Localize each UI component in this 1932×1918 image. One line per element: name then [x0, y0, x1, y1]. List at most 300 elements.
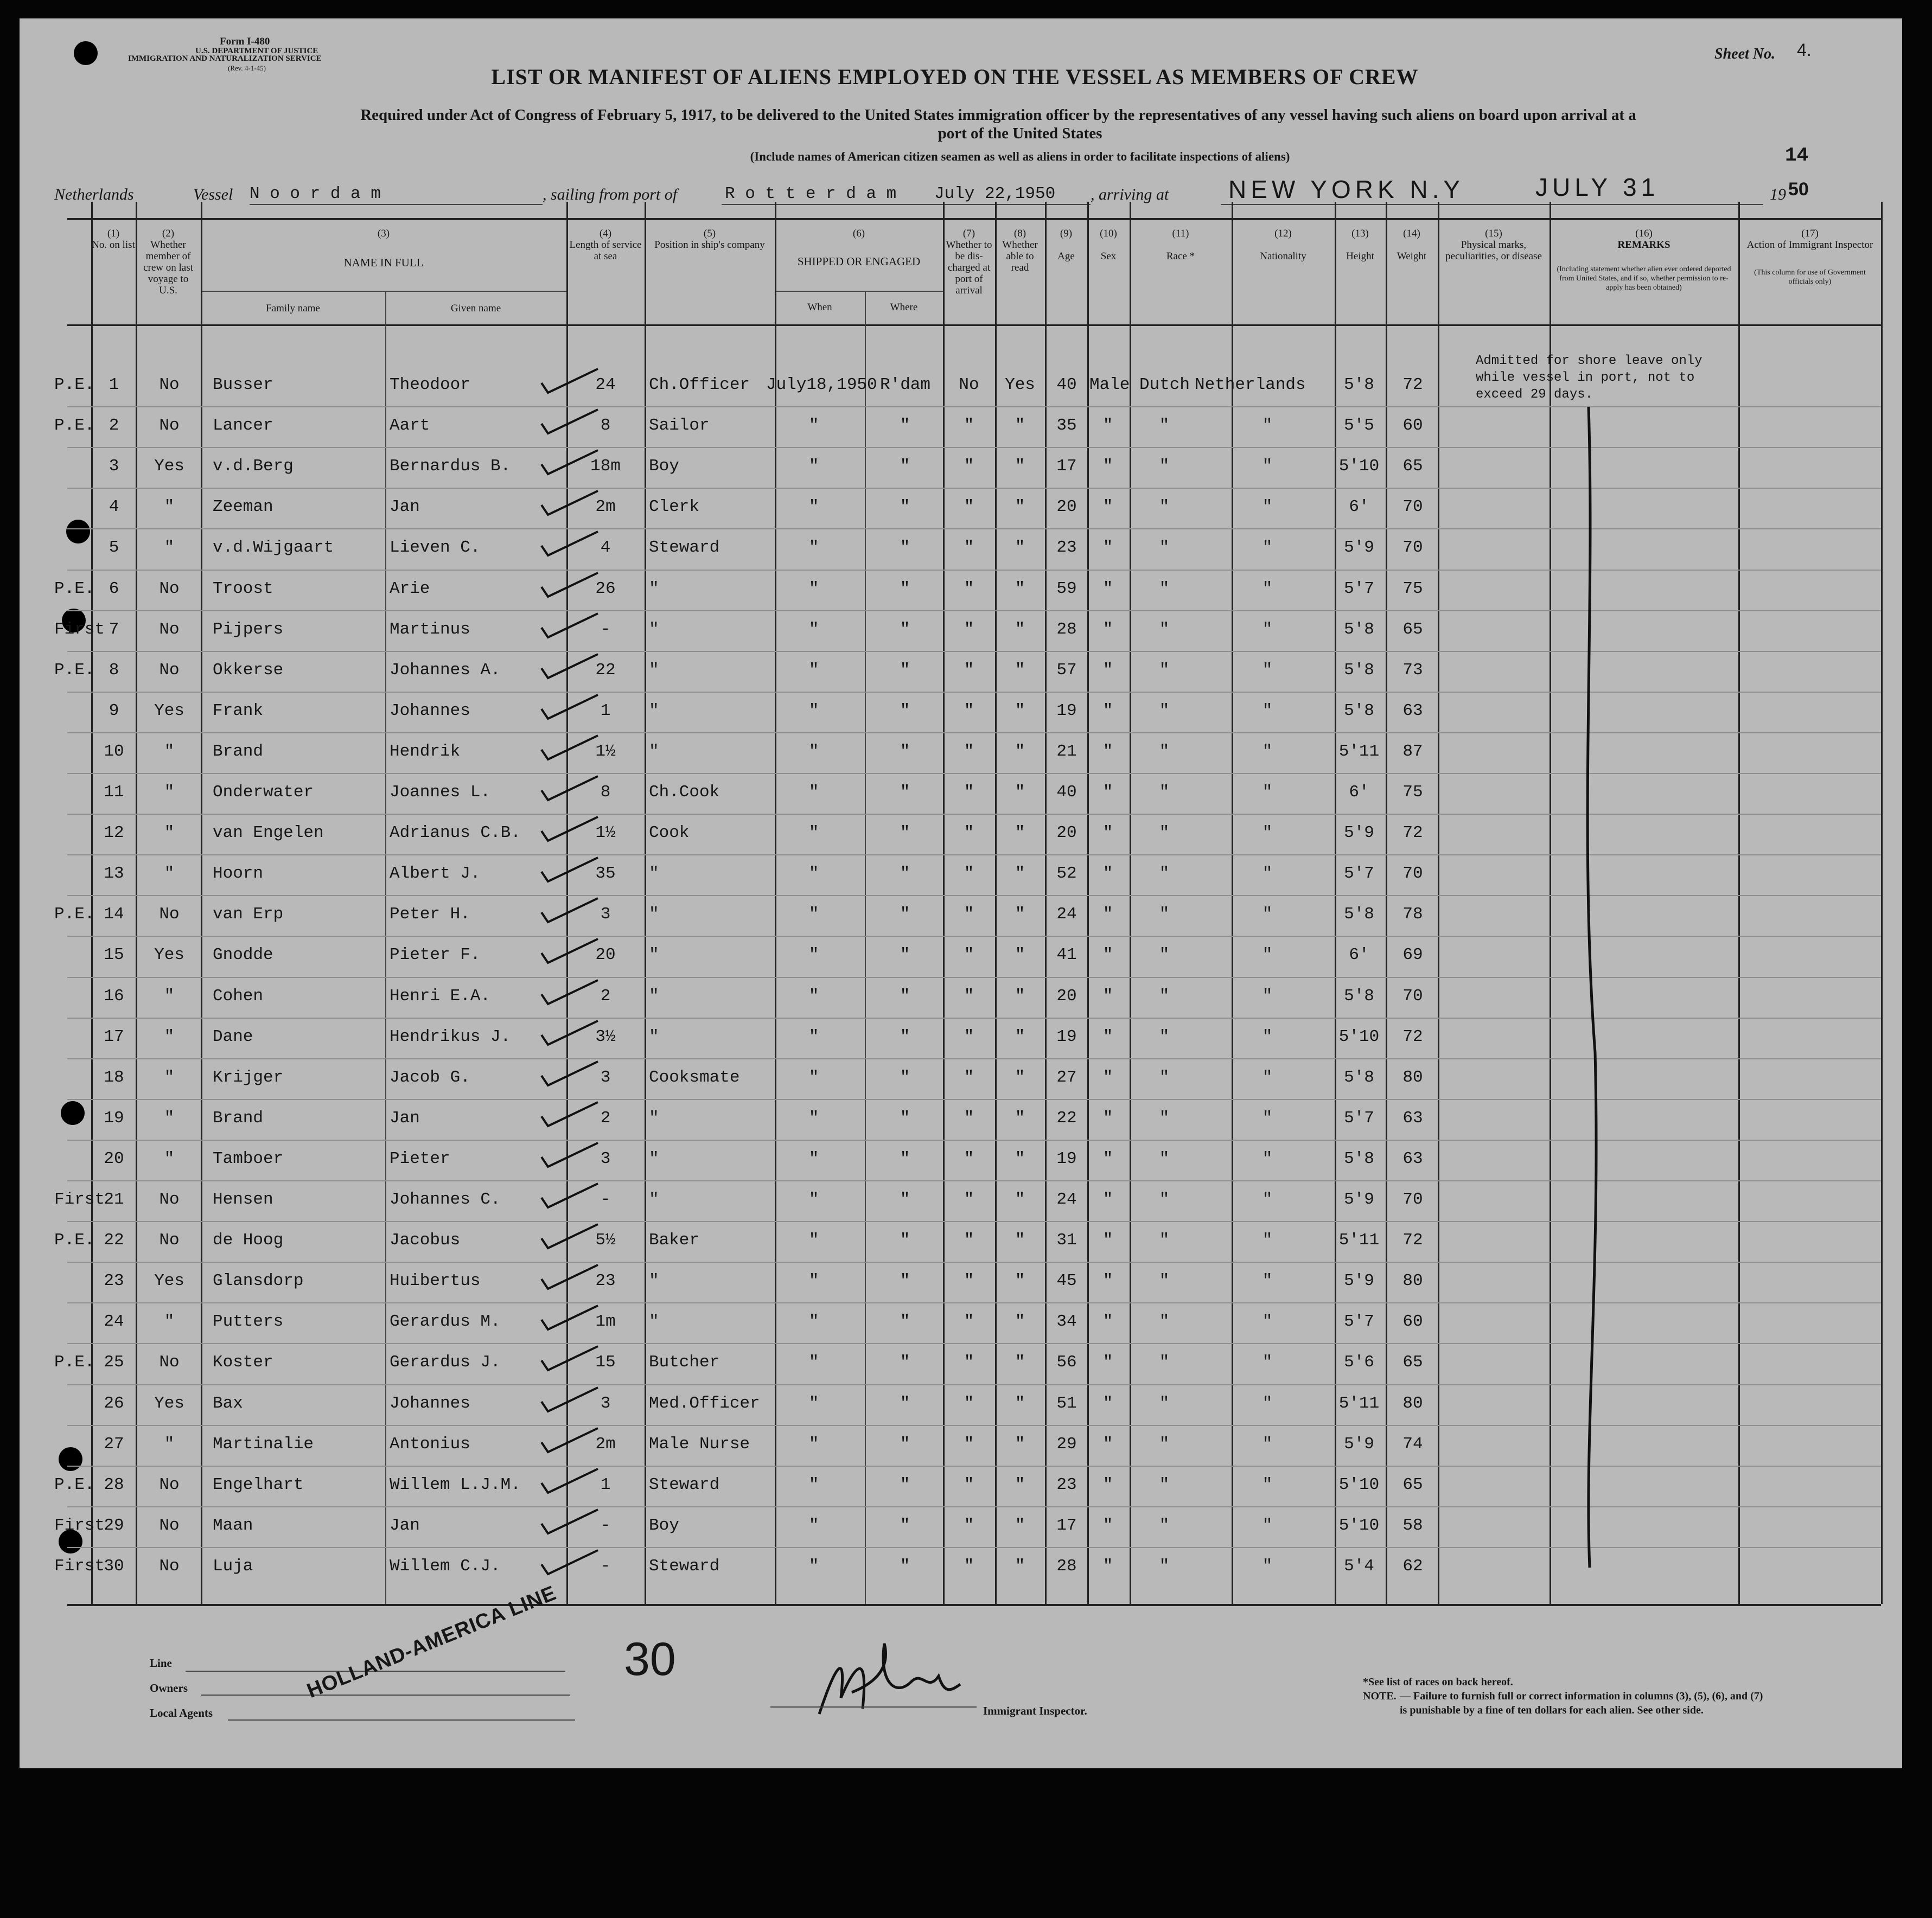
remarks-note [1476, 353, 1703, 403]
row-position: " [649, 1190, 659, 1209]
row-shipped-where: " [900, 457, 910, 476]
column-header-family-name: Family name [266, 303, 320, 314]
row-shipped-where: " [900, 416, 910, 436]
column-header-race: (11) Race * [1166, 228, 1195, 262]
row-sex: " [1102, 457, 1113, 476]
row-height: 5'7 [1344, 864, 1374, 884]
line-label: Line [150, 1657, 172, 1670]
row-age: 31 [1056, 1231, 1077, 1250]
row-mark: P.E. [54, 579, 95, 598]
row-height: 5'7 [1344, 579, 1374, 598]
row-able-to-read: " [1015, 416, 1025, 436]
row-shipped-where: " [900, 986, 910, 1006]
row-sex: " [1102, 619, 1113, 639]
row-number: 27 [104, 1434, 124, 1454]
vessel-name: N o o r d a m [250, 184, 381, 203]
form-revision: (Rev. 4-1-45) [228, 64, 266, 72]
note-text: — Failure to furnish full or correct information in columns (3), (5), (6), and (7) [1400, 1690, 1763, 1702]
row-able-to-read: " [1015, 538, 1025, 558]
column-header-remarks: (16) REMARKS [1617, 228, 1670, 251]
row-mark: First [54, 619, 105, 639]
column-divider [136, 202, 137, 1604]
row-height: 5'8 [1344, 1149, 1374, 1168]
row-shipped-when: " [808, 701, 819, 720]
row-nationality: " [1262, 945, 1273, 965]
row-weight: 73 [1402, 660, 1423, 680]
column-header-action: (17) Action of Immigrant Inspector [1746, 228, 1873, 251]
row-given-name: Henri E.A. [390, 986, 491, 1006]
row-height: 5'8 [1344, 986, 1374, 1006]
row-race: " [1159, 1190, 1170, 1209]
punch-hole [74, 41, 98, 65]
row-position: " [649, 945, 659, 965]
row-able-to-read: " [1015, 1393, 1025, 1413]
row-height: 5'9 [1344, 823, 1374, 843]
column-divider [1386, 202, 1387, 1604]
row-sex: " [1102, 1393, 1113, 1413]
row-position: " [649, 1312, 659, 1332]
row-sex: " [1102, 579, 1113, 598]
row-sex: " [1102, 701, 1113, 720]
row-shipped-where: " [900, 1312, 910, 1332]
arriving-label: , arriving at [1091, 186, 1169, 203]
row-discharged: " [964, 619, 974, 639]
row-height: 5'7 [1344, 1312, 1374, 1332]
row-nationality: " [1262, 701, 1273, 720]
check-mark-icon [538, 568, 603, 601]
row-mark: P.E. [54, 1353, 95, 1372]
row-race: " [1159, 741, 1170, 761]
check-mark-icon [538, 1424, 603, 1456]
row-weight: 72 [1402, 375, 1423, 394]
note-label: NOTE. [1363, 1690, 1397, 1702]
row-nationality: " [1262, 1231, 1273, 1250]
row-sex: " [1102, 1475, 1113, 1494]
row-service: 23 [595, 1271, 616, 1291]
row-sex: " [1102, 945, 1113, 965]
row-family-name: Maan [213, 1516, 253, 1535]
row-nationality: " [1262, 1027, 1273, 1046]
row-nationality: " [1262, 1271, 1273, 1291]
row-last-voyage: " [164, 741, 175, 761]
row-sex: " [1102, 416, 1113, 436]
check-mark-icon [538, 446, 603, 478]
row-service: 3½ [595, 1027, 616, 1046]
row-family-name: van Erp [213, 905, 284, 924]
port-underline [722, 204, 1091, 205]
row-nationality: " [1262, 619, 1273, 639]
row-number: 9 [109, 701, 119, 720]
row-shipped-when: " [808, 741, 819, 761]
row-mark: P.E. [54, 1231, 95, 1250]
row-discharged: " [964, 660, 974, 680]
row-service: 3 [600, 1067, 611, 1087]
column-divider [1130, 202, 1131, 1604]
column-header-service: (4) Length of service at sea [569, 228, 642, 262]
column-header-name-label: NAME IN FULL [343, 256, 424, 269]
row-shipped-when: " [808, 1475, 819, 1494]
row-weight: 63 [1402, 1108, 1423, 1128]
row-sex: " [1102, 783, 1113, 802]
row-position: Med.Officer [649, 1393, 760, 1413]
row-height: 5'8 [1344, 375, 1374, 394]
row-family-name: Brand [213, 741, 264, 761]
row-given-name: Willem L.J.M. [390, 1475, 521, 1494]
row-service: 2 [600, 986, 611, 1006]
row-number: 11 [104, 783, 124, 802]
row-shipped-where: " [900, 1108, 910, 1128]
column-header-position: (5) Position in ship's company [654, 228, 765, 251]
row-nationality: " [1262, 1149, 1273, 1168]
row-discharged: " [964, 986, 974, 1006]
row-shipped-when: " [808, 1516, 819, 1535]
row-service: 3 [600, 905, 611, 924]
column-header-when: When [807, 302, 832, 313]
row-race: " [1159, 783, 1170, 802]
row-service: 15 [595, 1353, 616, 1372]
row-weight: 74 [1402, 1434, 1423, 1454]
check-mark-icon [538, 405, 603, 438]
row-discharged: " [964, 783, 974, 802]
inspector-label: Immigrant Inspector. [983, 1704, 1087, 1717]
row-service: 8 [600, 416, 611, 436]
column-header-shipped-label: SHIPPED OR ENGAGED [797, 255, 921, 268]
row-weight: 60 [1402, 1312, 1423, 1332]
row-service: 1 [600, 701, 611, 720]
row-position: Cooksmate [649, 1067, 740, 1087]
manifest-title: LIST OR MANIFEST OF ALIENS EMPLOYED ON THE VESSEL AS MEMBERS OF CREW [491, 65, 1419, 89]
row-number: 25 [104, 1353, 124, 1372]
row-position: Baker [649, 1231, 700, 1250]
row-mark: First [54, 1516, 105, 1535]
row-shipped-when: " [808, 1353, 819, 1372]
check-mark-icon [538, 487, 603, 519]
row-race: " [1159, 1067, 1170, 1087]
row-given-name: Bernardus B. [390, 457, 511, 476]
row-nationality: " [1262, 579, 1273, 598]
row-able-to-read: " [1015, 945, 1025, 965]
row-last-voyage: " [164, 1067, 175, 1087]
check-mark-icon [538, 1016, 603, 1049]
row-weight: 63 [1402, 701, 1423, 720]
row-given-name: Antonius [390, 1434, 470, 1454]
row-sex: " [1102, 1149, 1113, 1168]
row-given-name: Jan [390, 1108, 420, 1128]
column-header-given-name: Given name [450, 303, 501, 314]
row-weight: 72 [1402, 1027, 1423, 1046]
row-weight: 69 [1402, 945, 1423, 965]
row-race: " [1159, 823, 1170, 843]
row-last-voyage: Yes [154, 457, 184, 476]
row-shipped-when: " [808, 986, 819, 1006]
row-sex: " [1102, 986, 1113, 1006]
row-shipped-where: " [900, 1027, 910, 1046]
sailing-port: R o t t e r d a m [725, 184, 897, 203]
row-family-name: Lancer [213, 416, 273, 436]
owners-label: Owners [150, 1682, 188, 1695]
row-height: 5'9 [1344, 1190, 1374, 1209]
column-divider [645, 202, 646, 1604]
row-height: 5'11 [1338, 1393, 1380, 1413]
row-given-name: Jan [390, 1516, 420, 1535]
row-position: " [649, 986, 659, 1006]
sailing-label: , sailing from port of [543, 186, 678, 203]
column-header-last-voyage: (2) Whether member of crew on last voyage to U.S. [143, 228, 193, 296]
row-weight: 75 [1402, 579, 1423, 598]
row-age: 41 [1056, 945, 1077, 965]
row-weight: 70 [1402, 1190, 1423, 1209]
table-bottom-border [67, 1604, 1881, 1606]
row-last-voyage: Yes [154, 1393, 184, 1413]
row-shipped-when: " [808, 905, 819, 924]
total-crew: 30 [624, 1633, 676, 1685]
check-mark-icon [538, 527, 603, 560]
row-shipped-where: " [900, 1231, 910, 1250]
row-shipped-when: " [808, 497, 819, 517]
punch-hole [59, 1447, 82, 1471]
check-mark-icon [538, 1261, 603, 1293]
row-shipped-when: " [808, 538, 819, 558]
check-mark-icon [538, 1383, 603, 1416]
name-subheader-line [201, 291, 566, 292]
row-sex: " [1102, 538, 1113, 558]
row-given-name: Jacobus [390, 1231, 461, 1250]
check-mark-icon [538, 813, 603, 845]
row-able-to-read: " [1015, 497, 1025, 517]
row-nationality: " [1262, 497, 1273, 517]
row-able-to-read: " [1015, 1516, 1025, 1535]
row-shipped-where: " [900, 1067, 910, 1087]
row-position: Butcher [649, 1353, 720, 1372]
row-shipped-where: " [900, 1353, 910, 1372]
column-header-discharged: (7) Whether to be dis-charged at port of arrival [946, 228, 992, 296]
row-last-voyage: No [159, 1231, 180, 1250]
row-nationality: " [1262, 1434, 1273, 1454]
row-shipped-when: " [808, 783, 819, 802]
row-able-to-read: " [1015, 1231, 1025, 1250]
row-nationality: " [1262, 1190, 1273, 1209]
row-height: 6' [1349, 945, 1369, 965]
row-shipped-when: " [808, 660, 819, 680]
check-mark-icon [538, 853, 603, 886]
row-service: 1½ [595, 823, 616, 843]
row-race: " [1159, 864, 1170, 884]
check-mark-icon [538, 1546, 603, 1578]
row-nationality: " [1262, 783, 1273, 802]
row-number: 29 [104, 1516, 124, 1535]
check-mark-icon [538, 609, 603, 642]
row-family-name: Hensen [213, 1190, 273, 1209]
check-mark-icon [538, 1301, 603, 1334]
row-family-name: Busser [213, 375, 273, 394]
row-service: 1m [595, 1312, 616, 1332]
row-height: 5'10 [1338, 457, 1380, 476]
row-given-name: Johannes C. [390, 1190, 501, 1209]
row-shipped-where: " [900, 660, 910, 680]
row-last-voyage: " [164, 497, 175, 517]
row-height: 5'10 [1338, 1516, 1380, 1535]
row-number: 14 [104, 905, 124, 924]
row-age: 52 [1056, 864, 1077, 884]
row-sex: " [1102, 823, 1113, 843]
row-nationality: " [1262, 1556, 1273, 1576]
row-last-voyage: No [159, 619, 180, 639]
row-age: 56 [1056, 1353, 1077, 1372]
row-given-name: Theodoor [390, 375, 470, 394]
row-weight: 70 [1402, 864, 1423, 884]
row-mark: P.E. [54, 905, 95, 924]
row-height: 5'11 [1338, 741, 1380, 761]
row-discharged: " [964, 1475, 974, 1494]
row-age: 17 [1056, 457, 1077, 476]
row-weight: 60 [1402, 416, 1423, 436]
row-family-name: Tamboer [213, 1149, 284, 1168]
row-nationality: " [1262, 741, 1273, 761]
check-mark-icon [538, 365, 603, 397]
row-height: 5'11 [1338, 1231, 1380, 1250]
row-nationality: " [1262, 905, 1273, 924]
check-mark-icon [538, 1220, 603, 1252]
row-age: 27 [1056, 1067, 1077, 1087]
row-height: 5'5 [1344, 416, 1374, 436]
row-race: " [1159, 497, 1170, 517]
row-given-name: Hendrik [390, 741, 461, 761]
check-mark-icon [538, 894, 603, 926]
row-family-name: Krijger [213, 1067, 284, 1087]
row-number: 20 [104, 1149, 124, 1168]
row-service: 3 [600, 1393, 611, 1413]
vessel-flag: Netherlands [54, 186, 134, 203]
row-number: 23 [104, 1271, 124, 1291]
row-shipped-when: " [808, 416, 819, 436]
row-last-voyage: " [164, 1434, 175, 1454]
row-last-voyage: No [159, 1556, 180, 1576]
row-family-name: Dane [213, 1027, 253, 1046]
row-discharged: " [964, 823, 974, 843]
column-header-remarks-detail: (Including statement whether alien ever ordered deported from United States, and if so, whether permission to re-apply has been obtained) [1557, 265, 1731, 292]
row-nationality: " [1262, 1067, 1273, 1087]
row-sex: " [1102, 497, 1113, 517]
agents-label: Local Agents [150, 1706, 213, 1719]
row-last-voyage: No [159, 1353, 180, 1372]
row-position: " [649, 1027, 659, 1046]
remarks-line: exceed 29 days. [1476, 387, 1593, 402]
vessel-label: Vessel [193, 186, 233, 203]
sailing-date: July 22,1950 [934, 184, 1056, 203]
row-able-to-read: " [1015, 1067, 1025, 1087]
row-race: " [1159, 986, 1170, 1006]
row-shipped-where: " [900, 905, 910, 924]
row-nationality: " [1262, 1516, 1273, 1535]
check-mark-icon [538, 1098, 603, 1130]
row-service: 26 [595, 579, 616, 598]
row-last-voyage: " [164, 1108, 175, 1128]
check-mark-icon [538, 935, 603, 967]
row-given-name: Arie [390, 579, 430, 598]
row-shipped-when: " [808, 1190, 819, 1209]
row-discharged: " [964, 945, 974, 965]
column-header-shipped: (6) [852, 228, 865, 239]
row-position: Ch.Officer [649, 375, 750, 394]
row-height: 5'8 [1344, 701, 1374, 720]
row-discharged: " [964, 1434, 974, 1454]
row-able-to-read: " [1015, 1271, 1025, 1291]
row-age: 24 [1056, 905, 1077, 924]
row-position: " [649, 905, 659, 924]
row-race: " [1159, 538, 1170, 558]
row-service: 1 [600, 1475, 611, 1494]
column-divider [995, 202, 997, 1604]
row-height: 5'4 [1344, 1556, 1374, 1576]
row-number: 1 [109, 375, 119, 394]
row-age: 34 [1056, 1312, 1077, 1332]
row-number: 8 [109, 660, 119, 680]
row-shipped-where: " [900, 1271, 910, 1291]
row-able-to-read: " [1015, 986, 1025, 1006]
row-service: 2m [595, 1434, 616, 1454]
row-shipped-where: " [900, 497, 910, 517]
row-last-voyage: No [159, 1475, 180, 1494]
row-sex: " [1102, 1516, 1113, 1535]
row-position: Boy [649, 1516, 679, 1535]
row-given-name: Jan [390, 497, 420, 517]
row-weight: 70 [1402, 497, 1423, 517]
row-shipped-when: " [808, 579, 819, 598]
row-position: " [649, 660, 659, 680]
row-family-name: Martinalie [213, 1434, 314, 1454]
row-nationality: " [1262, 986, 1273, 1006]
row-weight: 65 [1402, 457, 1423, 476]
row-race: " [1159, 1475, 1170, 1494]
row-age: 23 [1056, 1475, 1077, 1494]
row-last-voyage: Yes [154, 945, 184, 965]
row-number: 24 [104, 1312, 124, 1332]
row-able-to-read: " [1015, 579, 1025, 598]
column-divider [201, 202, 202, 1604]
column-divider [943, 202, 945, 1604]
row-race: " [1159, 416, 1170, 436]
row-given-name: Johannes A. [390, 660, 501, 680]
row-age: 51 [1056, 1393, 1077, 1413]
row-race: " [1159, 1556, 1170, 1576]
row-service: 20 [595, 945, 616, 965]
row-able-to-read: " [1015, 864, 1025, 884]
row-able-to-read: " [1015, 660, 1025, 680]
races-note: *See list of races on back hereof. [1363, 1676, 1513, 1688]
row-service: - [600, 619, 611, 639]
row-height: 5'7 [1344, 1108, 1374, 1128]
column-header-name: (3) [377, 228, 390, 239]
row-age: 57 [1056, 660, 1077, 680]
row-last-voyage: No [159, 905, 180, 924]
row-height: 5'10 [1338, 1027, 1380, 1046]
row-age: 20 [1056, 497, 1077, 517]
row-family-name: Pijpers [213, 619, 284, 639]
row-race: " [1159, 701, 1170, 720]
row-race: " [1159, 1312, 1170, 1332]
row-sex: " [1102, 1067, 1113, 1087]
row-sex: " [1102, 1027, 1113, 1046]
row-last-voyage: No [159, 375, 180, 394]
column-header-physical-marks: (15) Physical marks, peculiarities, or disease [1445, 228, 1542, 262]
row-service: 5½ [595, 1231, 616, 1250]
row-mark: First [54, 1556, 105, 1576]
row-service: 3 [600, 1149, 611, 1168]
column-header-weight: (14) Weight [1397, 228, 1427, 262]
row-able-to-read: " [1015, 1312, 1025, 1332]
row-discharged: " [964, 1312, 974, 1332]
row-number: 13 [104, 864, 124, 884]
